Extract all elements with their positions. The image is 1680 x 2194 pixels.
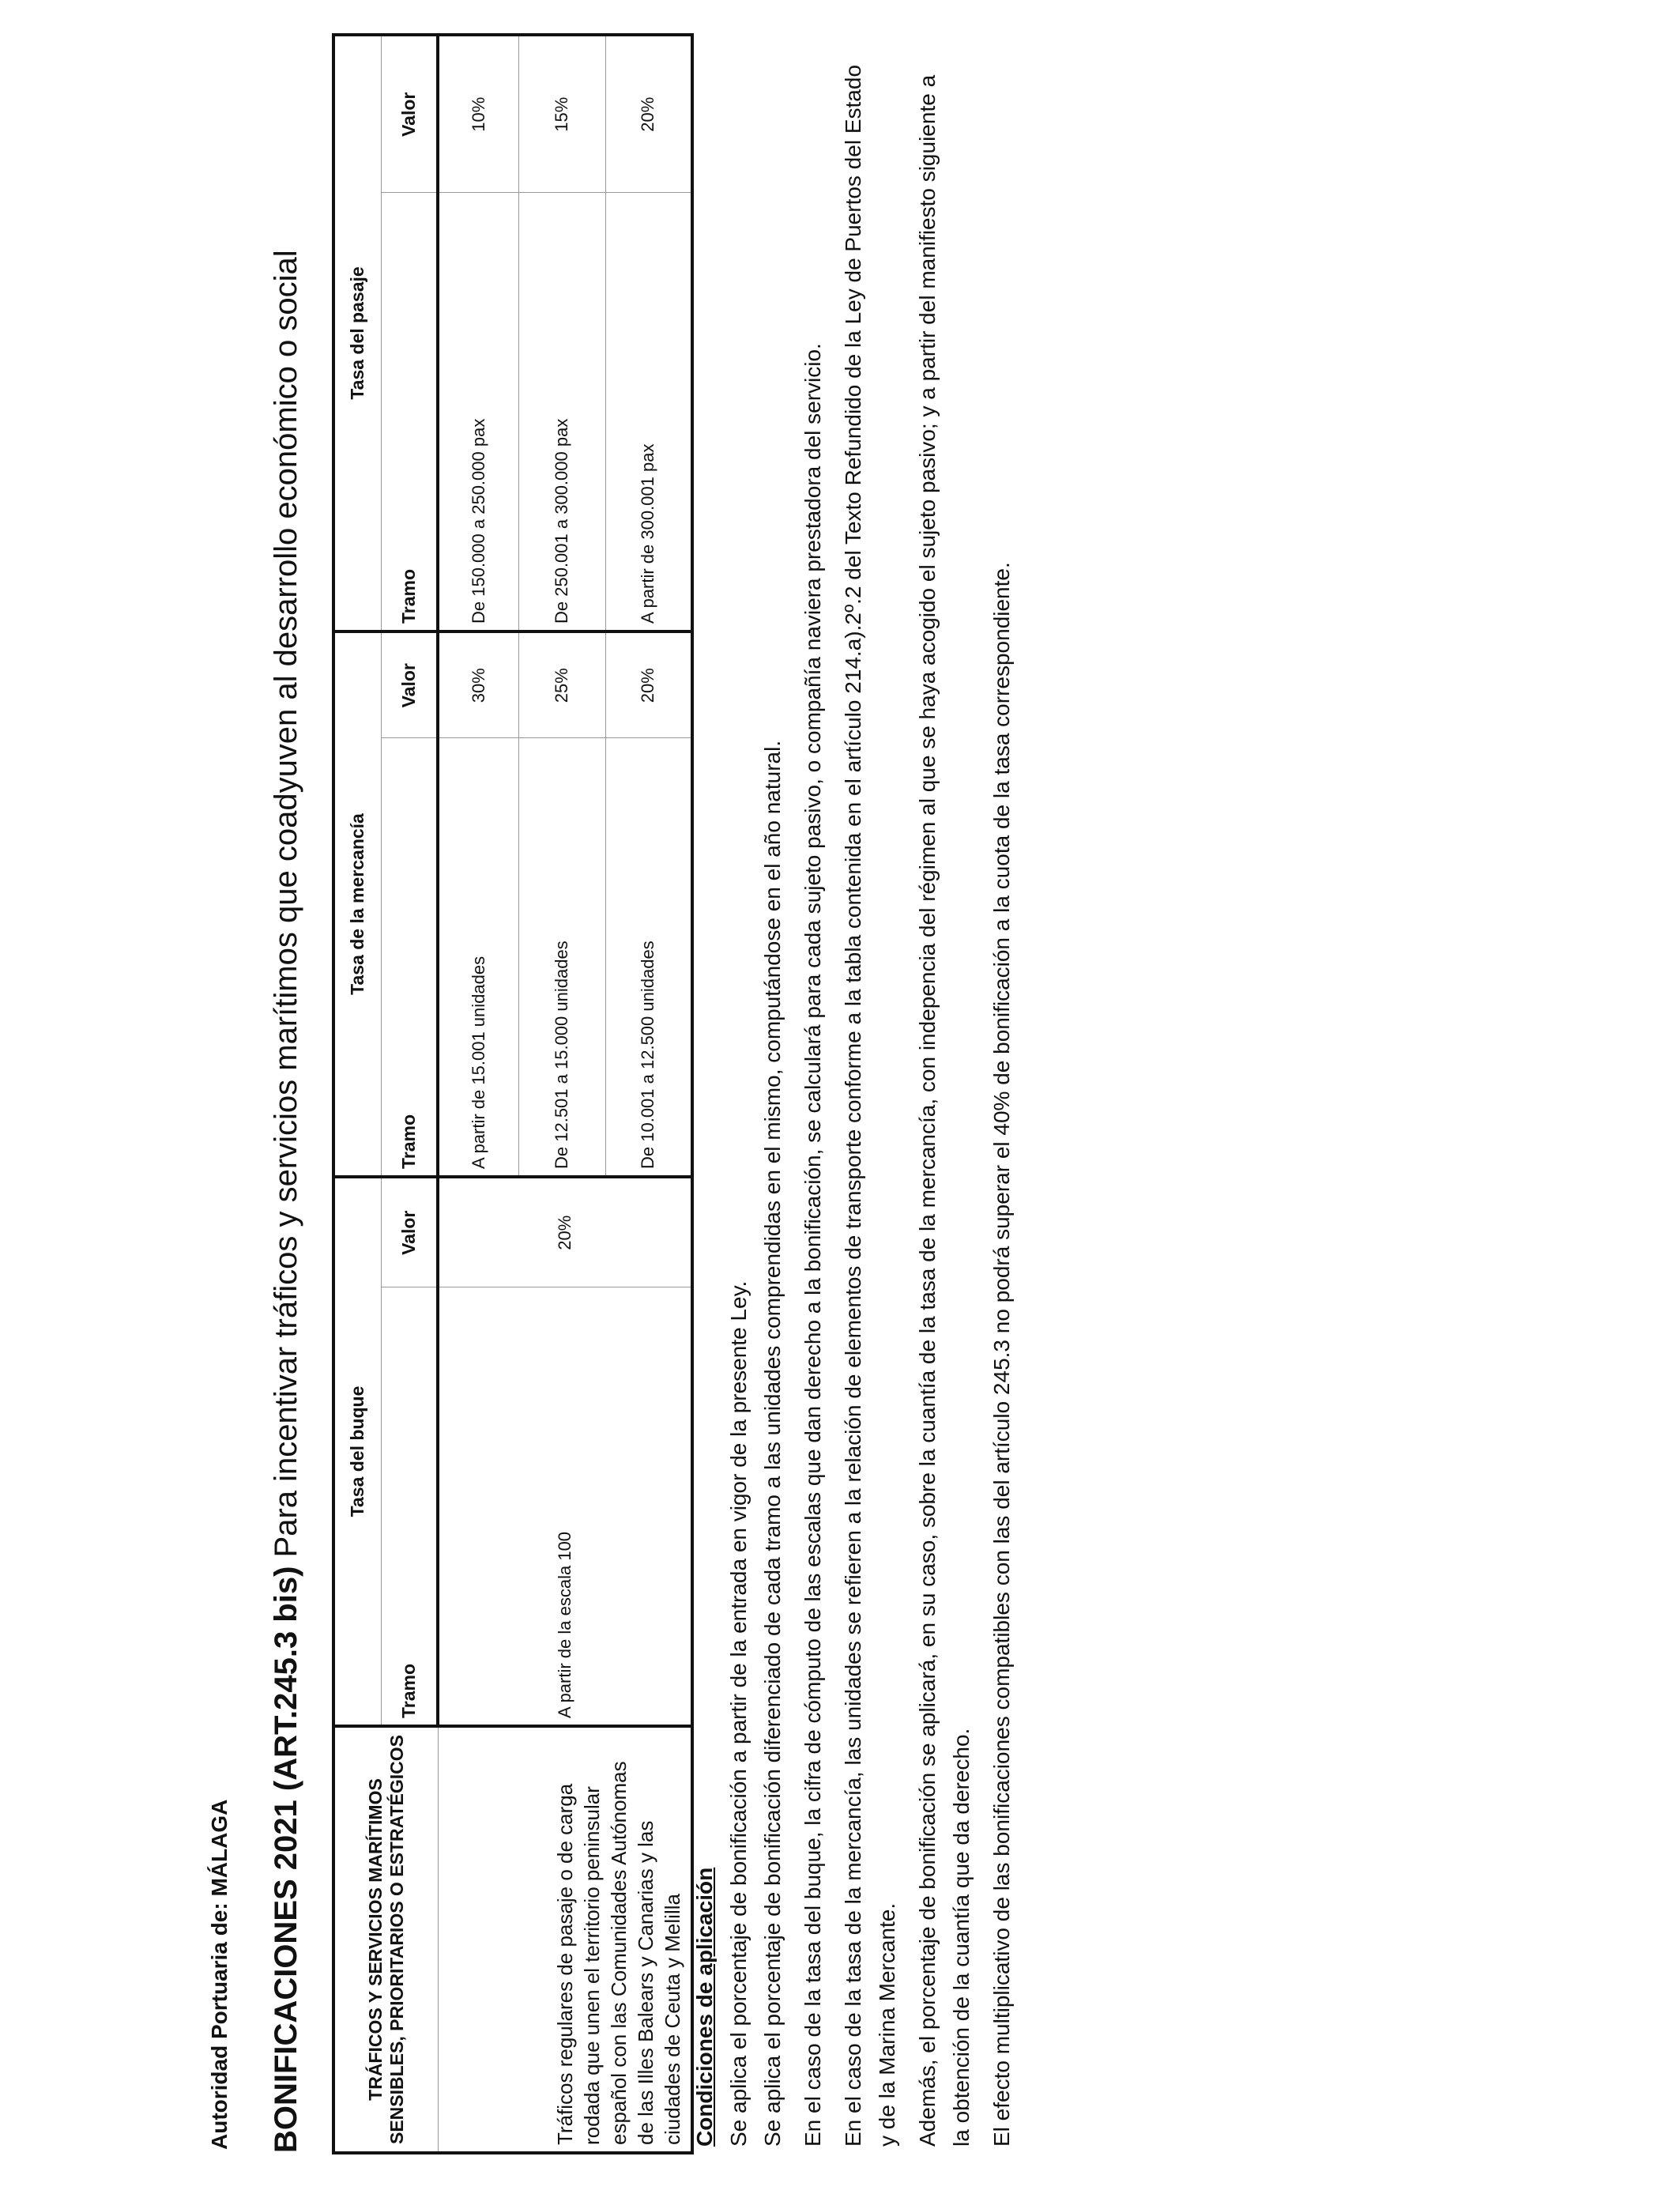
- pasaje-tramo-2: De 250.001 a 300.000 pax: [518, 193, 605, 631]
- mercancia-tramo-1: A partir de 15.001 unidades: [438, 738, 518, 1177]
- category-header: TRÁFICOS Y SERVICIOS MARÍTIMOS SENSIBLES, PRIORITARIOS O ESTRATÉGICOS: [333, 1726, 438, 2153]
- conditions-heading: Condiciones de aplicación: [692, 1867, 717, 2147]
- group-header-buque: Tasa del buque: [333, 1177, 381, 1726]
- subheader-valor-buque: Valor: [381, 1177, 438, 1287]
- pasaje-valor-3: 20%: [605, 35, 692, 193]
- condition-item: En el caso de la tasa del buque, la cifra de cómputo de las escalas que dan derecho a la bonificación, se calculará para cada sujeto pasivo, o compañía naviera prestadora del servicio.: [800, 343, 825, 2147]
- subheader-valor-pasaje: Valor: [381, 35, 438, 193]
- subheader-tramo-pasaje: Tramo: [381, 193, 438, 631]
- group-header-pasaje: Tasa del pasaje: [333, 35, 381, 631]
- subheader-valor-mercancia: Valor: [381, 631, 438, 738]
- mercancia-tramo-3: De 10.001 a 12.500 unidades: [605, 738, 692, 1177]
- subheader-tramo-mercancia: Tramo: [381, 738, 438, 1177]
- category-description: Tráficos regulares de pasaje o de carga rodada que unen el territorio peninsular español con las Comunidades Autónomas de las Illes Balears y Canarias y las ciudades de Ceuta y Melilla: [438, 1726, 692, 2153]
- pasaje-valor-1: 10%: [438, 35, 518, 193]
- group-header-mercancia: Tasa de la mercancía: [333, 631, 381, 1177]
- condition-item: Además, el porcentaje de bonificación se aplicará, en su caso, sobre la cuantía de la tasa de la mercancía, con indepencia del régimen al que se haya acogido el sujeto pasivo; y a partir del manifiesto siguiente a la obtención de la cuantía que da derecho.: [915, 74, 974, 2147]
- mercancia-valor-1: 30%: [438, 631, 518, 738]
- subheader-tramo-buque: Tramo: [381, 1287, 438, 1726]
- mercancia-valor-2: 25%: [518, 631, 605, 738]
- buque-valor: 20%: [438, 1177, 692, 1287]
- condition-item: Se aplica el porcentaje de bonificación diferenciado de cada tramo a las unidades comprendidas en el mismo, computándose en el año natural.: [760, 740, 785, 2147]
- pasaje-tramo-3: A partir de 300.001 pax: [605, 193, 692, 631]
- title-bold: BONIFICACIONES 2021 (ART.245.3 bis): [269, 1566, 303, 2153]
- condition-item: El efecto multiplicativo de las bonificaciones compatibles con las del artículo 245.3 no podrá superar el 40% de bonificación a la cuota de la tasa correspondiente.: [989, 562, 1014, 2147]
- pasaje-tramo-1: De 150.000 a 250.000 pax: [438, 193, 518, 631]
- title-rest: Para incentivar tráficos y servicios marítimos que coadyuven al desarrollo económico o social: [269, 250, 303, 1566]
- bonus-table: [332, 33, 694, 2154]
- conditions-section: [687, 60, 1019, 2147]
- mercancia-tramo-2: De 12.501 a 15.000 unidades: [518, 738, 605, 1177]
- pasaje-valor-2: 15%: [518, 35, 605, 193]
- mercancia-valor-3: 20%: [605, 631, 692, 738]
- condition-item: Se aplica el porcentaje de bonificación a partir de la entrada en vigor de la presente Ley.: [726, 1280, 751, 2147]
- buque-tramo: A partir de la escala 100: [438, 1287, 692, 1726]
- port-authority-heading: Autoridad Portuaria de: MÁLAGA: [207, 1799, 232, 2150]
- condition-item: En el caso de la tasa de la mercancía, las unidades se refieren a la relación de elementos de transporte conforme a la tabla contenida en el artículo 214.a).2º.2 del Texto Refundido de la Ley de Puertos del Estado y de la Marina Mercante.: [841, 64, 899, 2147]
- document-title: [269, 250, 304, 2153]
